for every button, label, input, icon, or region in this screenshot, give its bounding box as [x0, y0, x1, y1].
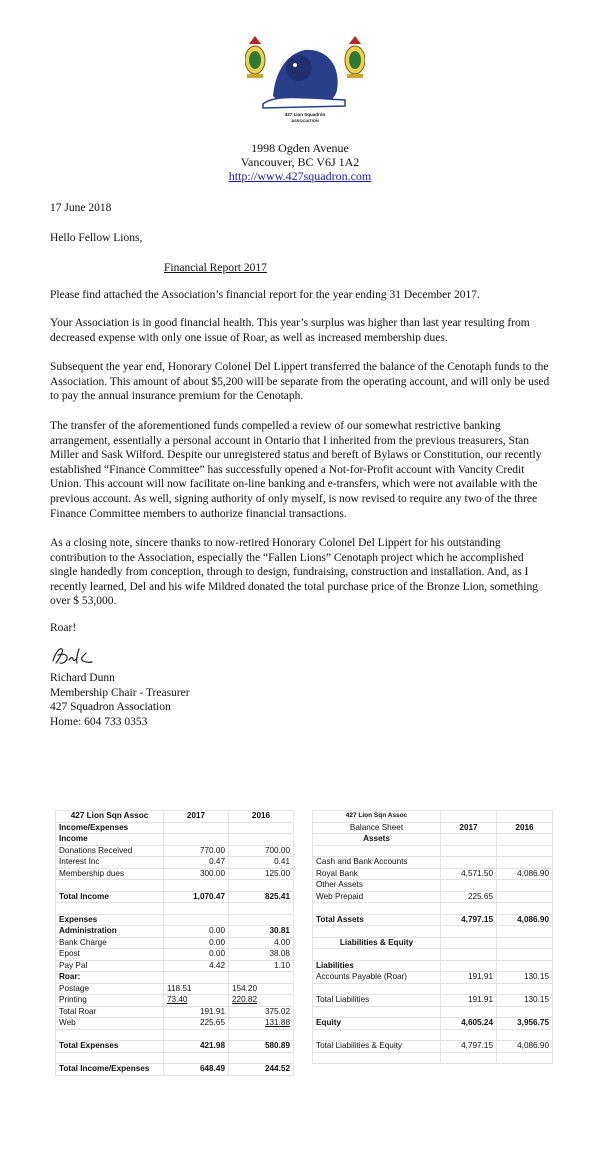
table-row: [313, 972, 553, 984]
table-cell: Web: [56, 1018, 164, 1030]
signer-org: 427 Squadron Association: [50, 701, 171, 713]
table-cell: 130.15: [497, 972, 553, 984]
table-cell: 4.00: [229, 937, 294, 949]
table-row: [56, 1018, 294, 1030]
table-cell: [441, 857, 497, 869]
table-cell: Epost: [56, 949, 164, 961]
table-cell: 4.42: [164, 960, 229, 972]
table-cell: [497, 926, 553, 938]
table-cell: Bank Charge: [56, 937, 164, 949]
table-cell: 2016: [497, 822, 553, 834]
table-cell: [164, 903, 229, 915]
table-cell: Liabilities: [313, 960, 441, 972]
table-cell: 421.98: [164, 1041, 229, 1053]
table-cell: 1,070.47: [164, 891, 229, 903]
table-row: [56, 857, 294, 869]
table-cell: Postage: [56, 983, 164, 995]
table-cell: 4,086.90: [497, 868, 553, 880]
address-street: 1998 Ogden Avenue: [251, 141, 349, 155]
table-cell: 1.10: [229, 960, 294, 972]
table-cell: [497, 949, 553, 961]
table-cell: Total Liabilities: [313, 995, 441, 1007]
table-cell: [497, 845, 553, 857]
signer-name: Richard Dunn: [50, 672, 115, 684]
table-cell: 154.20: [229, 983, 294, 995]
table-row: [313, 995, 553, 1007]
table-cell: Roar:: [56, 972, 164, 984]
table-cell: Web Prepaid: [313, 891, 441, 903]
table-cell: 0.00: [164, 926, 229, 938]
table-cell: 427 Lion Sqn Assoc: [56, 811, 164, 823]
table-cell: [497, 983, 553, 995]
table-cell: [313, 845, 441, 857]
table-cell: 225.65: [441, 891, 497, 903]
table-cell: [164, 1029, 229, 1041]
table-cell: Other Assets: [313, 880, 441, 892]
table-cell: [497, 811, 553, 823]
table-cell: [229, 903, 294, 915]
table-cell: [441, 1029, 497, 1041]
table-cell: 73.40: [164, 995, 229, 1007]
table-cell: [56, 880, 164, 892]
table-cell: [164, 880, 229, 892]
table-row: [313, 834, 553, 846]
table-row: [313, 903, 553, 915]
table-row: [56, 1041, 294, 1053]
table-header-row: [56, 811, 294, 823]
table-cell: [313, 903, 441, 915]
table-cell: [441, 937, 497, 949]
table-cell: Administration: [56, 926, 164, 938]
paragraph-1: Please find attached the Association’s financial report for the year ending 31 December 2017.: [50, 289, 480, 301]
table-row: [313, 857, 553, 869]
table-cell: [441, 949, 497, 961]
table-cell: Interest Inc: [56, 857, 164, 869]
squadron-logo: [245, 34, 365, 126]
table-cell: [441, 880, 497, 892]
table-cell: [229, 880, 294, 892]
handwritten-signature: [50, 645, 100, 667]
svg-text:427 Lion Squadron: 427 Lion Squadron: [284, 112, 326, 117]
table-cell: 2017: [441, 822, 497, 834]
table-cell: [229, 972, 294, 984]
table-row: [56, 1006, 294, 1018]
right-badge-icon: [345, 36, 365, 78]
table-row: [313, 891, 553, 903]
svg-text:ASSOCIATION: ASSOCIATION: [291, 118, 319, 123]
table-cell: Printing: [56, 995, 164, 1007]
table-row: [313, 983, 553, 995]
table-cell: 580.89: [229, 1041, 294, 1053]
paragraph-2: Your Association is in good financial health. This year’s surplus was higher than last year resulting from decreased expense with only one issue of Roar, as well as increased membership dues.: [50, 317, 530, 344]
table-row: [313, 1018, 553, 1030]
report-title: Financial Report 2017: [164, 262, 267, 274]
table-cell: [313, 983, 441, 995]
table-row: [313, 926, 553, 938]
table-cell: Cash and Bank Accounts: [313, 857, 441, 869]
table-row: [313, 845, 553, 857]
table-cell: Income: [56, 834, 164, 846]
table-cell: [441, 1052, 497, 1064]
table-row: [56, 822, 294, 834]
table-cell: 825.41: [229, 891, 294, 903]
table-row: [56, 903, 294, 915]
table-cell: 118.51: [164, 983, 229, 995]
table-cell: Total Liabilities & Equity: [313, 1041, 441, 1053]
table-cell: 191.91: [441, 972, 497, 984]
table-cell: [164, 1052, 229, 1064]
table-cell: [441, 834, 497, 846]
table-cell: 427 Lion Sqn Assoc: [313, 811, 441, 823]
table-cell: 38.08: [229, 949, 294, 961]
table-row: [56, 949, 294, 961]
table-cell: [441, 811, 497, 823]
table-cell: 0.00: [164, 949, 229, 961]
table-cell: [497, 891, 553, 903]
table-cell: [497, 857, 553, 869]
table-header-row: [313, 811, 553, 823]
table-cell: [497, 1006, 553, 1018]
letter-date: 17 June 2018: [50, 202, 112, 214]
table-cell: [441, 926, 497, 938]
table-cell: [229, 822, 294, 834]
table-row: [56, 868, 294, 880]
table-row: [56, 972, 294, 984]
table-cell: Income/Expenses: [56, 822, 164, 834]
table-cell: Total Roar: [56, 1006, 164, 1018]
table-cell: [313, 1006, 441, 1018]
table-cell: [56, 1052, 164, 1064]
signer-title: Membership Chair - Treasurer: [50, 686, 190, 699]
table-cell: [497, 880, 553, 892]
table-row: [313, 949, 553, 961]
table-cell: 4,605.24: [441, 1018, 497, 1030]
table-header-row: [313, 822, 553, 834]
table-row: [313, 937, 553, 949]
table-cell: 4,797.15: [441, 914, 497, 926]
table-cell: Membership dues: [56, 868, 164, 880]
balance-sheet-table: [312, 810, 553, 1064]
table-row: [56, 914, 294, 926]
table-cell: [229, 1029, 294, 1041]
lion-icon: [263, 50, 345, 108]
table-cell: Assets: [313, 834, 441, 846]
table-cell: [164, 834, 229, 846]
address-block: [0, 141, 600, 183]
table-cell: [441, 960, 497, 972]
table-row: [56, 880, 294, 892]
table-cell: 4,571.50: [441, 868, 497, 880]
table-cell: Expenses: [56, 914, 164, 926]
table-cell: 4,797.15: [441, 1041, 497, 1053]
table-cell: [441, 1006, 497, 1018]
table-cell: Royal Bank: [313, 868, 441, 880]
table-cell: 244.52: [229, 1064, 294, 1076]
table-cell: [497, 1052, 553, 1064]
table-cell: [497, 1029, 553, 1041]
income-expense-table: [55, 810, 294, 1076]
table-cell: 2016: [229, 811, 294, 823]
address-city: Vancouver, BC V6J 1A2: [240, 155, 360, 169]
table-cell: Accounts Payable (Roar): [313, 972, 441, 984]
table-cell: Total Income/Expenses: [56, 1064, 164, 1076]
table-cell: [313, 926, 441, 938]
table-row: [313, 880, 553, 892]
table-cell: 220.82: [229, 995, 294, 1007]
table-cell: Total Income: [56, 891, 164, 903]
table-row: [56, 1064, 294, 1076]
table-cell: Liabilities & Equity: [313, 937, 441, 949]
table-cell: 0.47: [164, 857, 229, 869]
table-cell: 2017: [164, 811, 229, 823]
table-cell: [56, 1029, 164, 1041]
table-cell: [164, 914, 229, 926]
table-row: [56, 937, 294, 949]
table-cell: 225.65: [164, 1018, 229, 1030]
table-cell: [229, 834, 294, 846]
table-cell: 191.91: [441, 995, 497, 1007]
table-cell: [313, 1052, 441, 1064]
table-row: [313, 1052, 553, 1064]
table-cell: [229, 1052, 294, 1064]
table-cell: Total Assets: [313, 914, 441, 926]
table-row: [56, 960, 294, 972]
table-cell: 648.49: [164, 1064, 229, 1076]
table-cell: Donations Received: [56, 845, 164, 857]
table-cell: 300.00: [164, 868, 229, 880]
table-row: [313, 960, 553, 972]
letter-signoff: Roar!: [50, 622, 77, 634]
table-row: [56, 834, 294, 846]
table-row: [313, 1006, 553, 1018]
table-cell: 30.81: [229, 926, 294, 938]
letter-greeting: Hello Fellow Lions,: [50, 232, 143, 244]
table-cell: 0.00: [164, 937, 229, 949]
website-link[interactable]: http://www.427squadron.com: [228, 169, 372, 183]
table-cell: [497, 834, 553, 846]
table-row: [56, 891, 294, 903]
table-cell: 130.15: [497, 995, 553, 1007]
signature-block: [50, 671, 190, 729]
table-cell: [164, 972, 229, 984]
table-row: [56, 983, 294, 995]
table-cell: [441, 903, 497, 915]
table-row: [56, 995, 294, 1007]
table-cell: 4,086.90: [497, 914, 553, 926]
table-cell: [497, 960, 553, 972]
table-cell: [497, 903, 553, 915]
table-row: [56, 1029, 294, 1041]
table-cell: Total Expenses: [56, 1041, 164, 1053]
table-row: [313, 868, 553, 880]
table-cell: [229, 914, 294, 926]
table-row: [56, 926, 294, 938]
table-cell: [313, 949, 441, 961]
table-cell: 3,956.75: [497, 1018, 553, 1030]
table-row: [56, 845, 294, 857]
paragraph-3: Subsequent the year end, Honorary Colonel Del Lippert transferred the balance of the Cenotaph funds to the Association. This amount of about $5,200 will be separate from the operating account, and will only be used to pay the annual insurance premium for the Cenotaph.: [50, 361, 550, 403]
table-cell: Balance Sheet: [313, 822, 441, 834]
table-row: [313, 914, 553, 926]
table-cell: 770.00: [164, 845, 229, 857]
table-cell: [313, 1029, 441, 1041]
table-cell: [441, 845, 497, 857]
table-cell: 131.88: [229, 1018, 294, 1030]
signer-phone: Home: 604 733 0353: [50, 715, 148, 728]
table-cell: 700.00: [229, 845, 294, 857]
table-row: [313, 1041, 553, 1053]
paragraph-5: As a closing note, sincere thanks to now-retired Honorary Colonel Del Lippert for his outstanding contribution to the Association, especially the “Fallen Lions” Cenotaph project which he accomplished single handedly from conception, through to design, fundraising, construction and installation. And, as I recently learned, Del and his wife Mildred donated the total purchase price of the Bronze Lion, something over $ 53,000.: [50, 537, 538, 608]
paragraph-4: The transfer of the aforementioned funds compelled a review of our somewhat restrictive banking arrangement, essentially a personal account in Ontario that I inherited from the previous treasurers, Stan Miller and Sask Wilford. Despite our unregistered status and bereft of Bylaws or Constitution, our recently established “Finance Committee” has successfully opened a Not-for-Profit account with Vancity Credit Union. This account will now facilitate on-line banking and e-transfers, which were not available with the previous account. As well, signing authority of only myself, is now revised to require any two of the three Finance Committee members to authorize financial transactions.: [50, 420, 542, 520]
table-cell: [441, 983, 497, 995]
table-cell: Equity: [313, 1018, 441, 1030]
table-cell: [497, 937, 553, 949]
table-cell: 0.41: [229, 857, 294, 869]
table-cell: 4,086.90: [497, 1041, 553, 1053]
table-row: [56, 1052, 294, 1064]
table-cell: 375.02: [229, 1006, 294, 1018]
table-cell: 191.91: [164, 1006, 229, 1018]
left-badge-icon: [245, 36, 265, 78]
table-cell: [164, 822, 229, 834]
table-cell: 125.00: [229, 868, 294, 880]
table-cell: Pay Pal: [56, 960, 164, 972]
table-row: [313, 1029, 553, 1041]
table-cell: [56, 903, 164, 915]
